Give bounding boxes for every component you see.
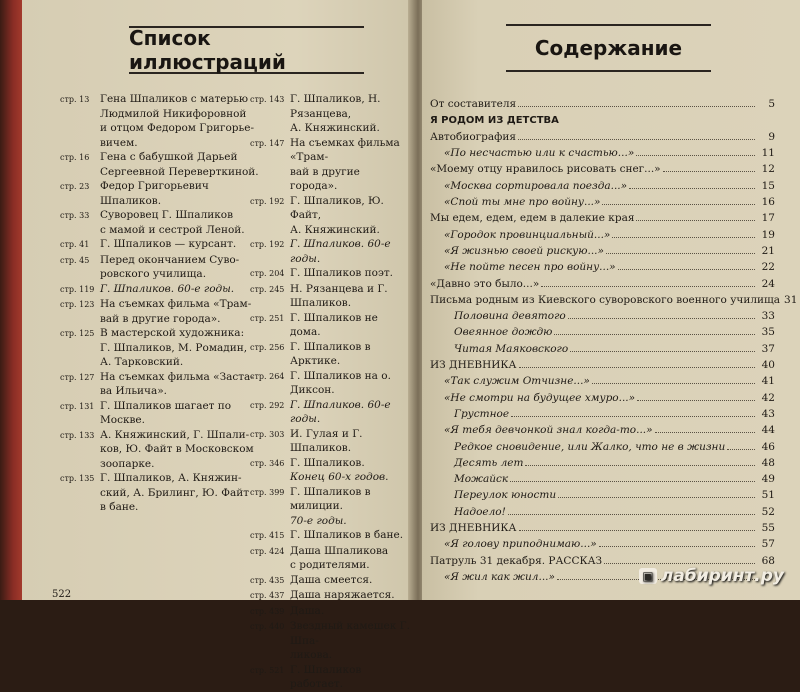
toc-title: Письма родным из Киевского суворовского военного училища — [430, 293, 781, 306]
illustration-entry — [60, 150, 270, 179]
caption-line: Сергеевной Переверткиной. — [100, 165, 259, 178]
illustration-entry — [250, 427, 410, 456]
toc-page-number: 55 — [761, 522, 775, 535]
toc-leader-dots — [727, 449, 755, 450]
toc-title: «Давно это было...» — [430, 277, 540, 290]
illustration-caption — [100, 428, 270, 472]
toc-leader-dots — [604, 563, 755, 564]
toc-page-number: 44 — [761, 424, 775, 437]
illustration-entry — [250, 369, 410, 398]
toc-entry[interactable] — [430, 535, 775, 551]
illustration-entry — [250, 266, 410, 282]
illustration-entry — [250, 485, 410, 529]
toc-entry[interactable] — [430, 242, 775, 258]
caption-line: Гена с бабушкой Дарьей — [100, 151, 238, 163]
watermark-text: лабиринт.ру — [660, 566, 784, 586]
toc-title: «Моему отцу нравилось рисовать снег...» — [430, 163, 661, 176]
illustrations-column-2 — [250, 92, 410, 692]
toc-entry[interactable] — [430, 421, 775, 437]
toc-title: «Так служим Отчизне...» — [444, 375, 590, 388]
toc-title: Надоело! — [454, 505, 506, 518]
illustration-caption — [100, 92, 270, 150]
toc-title: «Городок провинциальный...» — [444, 228, 611, 241]
toc-entry[interactable] — [430, 193, 775, 209]
toc-title: Десять лет — [454, 456, 524, 469]
illustration-page-ref: стр. 127 — [60, 372, 95, 382]
toc-leader-dots — [519, 530, 755, 531]
toc-page-number: 21 — [761, 244, 775, 257]
illustration-page-ref: стр. 303 — [250, 429, 285, 439]
toc-leader-dots — [618, 269, 755, 270]
caption-line: Г. Шпаликов работает. — [290, 663, 362, 690]
caption-line: Н. Рязанцева и Г. Шпаликов. — [290, 282, 388, 309]
toc-page-number: 19 — [761, 228, 775, 241]
illustration-entry — [250, 398, 410, 427]
illustration-caption — [100, 471, 270, 515]
toc-page-number: 46 — [761, 440, 775, 453]
toc-leader-dots — [568, 318, 755, 319]
toc-title: Половина девятого — [454, 310, 566, 323]
toc-page-number: 16 — [761, 196, 775, 209]
toc-page-number: 17 — [761, 212, 775, 225]
caption-line: Г. Шпаликов. — [290, 456, 365, 469]
toc-page-number: 68 — [761, 554, 775, 567]
illustration-entry — [60, 399, 270, 428]
page-number: 522 — [52, 589, 72, 600]
toc-leader-dots — [518, 106, 755, 107]
toc-leader-dots — [602, 204, 755, 205]
illustration-entry — [250, 544, 410, 573]
illustration-entry — [250, 573, 410, 589]
toc-page-number: 9 — [768, 130, 775, 143]
toc-title: Я РОДОМ ИЗ ДЕТСТВА — [430, 114, 559, 126]
illustration-entry — [60, 471, 270, 515]
illustration-entry — [250, 311, 410, 340]
right-page — [422, 0, 800, 600]
illustration-page-ref: стр. 16 — [60, 153, 90, 162]
toc-entry[interactable] — [430, 144, 775, 160]
toc-entry[interactable] — [430, 176, 775, 192]
toc-page-number: 24 — [761, 277, 775, 290]
illustration-caption — [290, 237, 410, 266]
caption-line: Г. Шпаликов. 60-е годы. — [290, 238, 391, 265]
illustration-entry — [60, 253, 270, 282]
illustration-caption — [290, 369, 410, 398]
caption-line: ва Ильича». — [100, 385, 168, 397]
illustration-entry — [250, 619, 410, 663]
toc-title: «Я тебя девчонкой знал когда-то...» — [444, 424, 653, 437]
caption-line: А. Княжинский, Г. Шпали- — [100, 428, 250, 441]
illustration-page-ref: стр. 440 — [250, 622, 285, 631]
illustrations-column-1 — [60, 92, 270, 515]
toc-page-number: 15 — [761, 179, 775, 192]
caption-line: Перед окончанием Суво- — [100, 253, 240, 266]
toc-leader-dots — [663, 171, 755, 172]
illustration-caption — [100, 370, 270, 399]
caption-line: Г. Шпаликов в Арктике. — [290, 340, 371, 367]
toc-title: «Я жил как жил...» — [444, 570, 555, 583]
caption-line: ский, А. Брилинг, Ю. Файт — [100, 486, 250, 499]
illustration-page-ref: стр. 123 — [60, 300, 95, 309]
toc-leader-dots — [655, 432, 755, 433]
toc-entry[interactable] — [430, 470, 775, 486]
illustration-page-ref: стр. 45 — [60, 255, 90, 265]
illustration-caption — [290, 427, 410, 456]
contents-heading: Содержание — [506, 24, 711, 72]
illustration-page-ref: стр. 133 — [60, 430, 95, 440]
toc-title: Редкое сновидение, или Жалко, что не в жизни — [454, 440, 726, 453]
caption-line: Звездный камешек Г. Шпа- — [290, 620, 410, 647]
toc-page-number: 33 — [761, 310, 775, 323]
caption-line: Г. Шпаликов, Ю. Файт, — [290, 194, 384, 221]
watermark — [639, 566, 784, 586]
caption-line: На съемках фильма «Заста- — [100, 370, 254, 383]
illustration-page-ref: стр. 437 — [250, 591, 285, 600]
toc-title: ИЗ ДНЕВНИКА — [430, 522, 517, 535]
caption-line: Гена Шпаликов с матерью — [100, 93, 249, 105]
caption-line: Г. Шпаликов, Н. Рязанцева, — [290, 93, 381, 120]
caption-line: вай в другие города». — [100, 312, 221, 325]
toc-leader-dots — [541, 286, 755, 287]
illustration-page-ref: стр. 251 — [250, 313, 285, 323]
illustration-page-ref: стр. 143 — [250, 95, 285, 104]
caption-line: На съемках фильма «Трам- — [100, 298, 252, 310]
toc-page-number: 48 — [761, 456, 775, 469]
illustration-entry — [60, 208, 270, 237]
toc-title: Переулок юности — [454, 489, 557, 502]
illustration-page-ref: стр. 415 — [250, 531, 285, 540]
illustration-entry — [250, 588, 410, 604]
toc-entry[interactable] — [430, 502, 775, 518]
illustration-entry — [60, 92, 270, 150]
illustration-page-ref: стр. 13 — [60, 95, 90, 104]
caption-line: Даша. — [290, 604, 325, 617]
toc-page-number: 49 — [761, 473, 775, 486]
caption-line: Г. Шпаликов — курсант. — [100, 238, 237, 250]
toc-leader-dots — [606, 253, 755, 254]
caption-line: Конец 60-х годов. — [290, 471, 389, 483]
caption-line: Даша Шпаликова — [290, 544, 389, 557]
toc-title: Читая Маяковского — [454, 342, 569, 355]
illustration-caption — [290, 282, 410, 311]
toc-entry[interactable] — [430, 356, 775, 372]
toc-leader-dots — [570, 351, 755, 352]
illustration-entry — [60, 370, 270, 399]
toc-entry[interactable] — [430, 437, 775, 453]
toc-title: «Не пойте песен про войну...» — [444, 261, 616, 274]
illustration-entry — [250, 456, 410, 485]
illustration-caption — [100, 399, 270, 428]
toc-leader-dots — [525, 465, 755, 466]
caption-line: И. Гулая и Г. Шпаликов. — [290, 427, 363, 454]
caption-line: с родителями. — [290, 559, 370, 571]
illustrations-heading: Список иллюстраций — [129, 26, 364, 74]
toc-leader-dots — [599, 546, 755, 547]
illustration-page-ref: стр. 23 — [60, 182, 90, 191]
toc-entry[interactable] — [430, 258, 775, 274]
illustration-entry — [250, 194, 410, 238]
illustration-caption — [100, 297, 270, 326]
toc-title: Можайск — [454, 473, 509, 486]
toc-page-number: 35 — [761, 326, 775, 339]
toc-page-number: 52 — [761, 505, 775, 518]
toc-title: ИЗ ДНЕВНИКА — [430, 359, 517, 372]
toc-leader-dots — [519, 367, 755, 368]
illustration-page-ref: стр. 245 — [250, 284, 285, 294]
illustration-caption — [100, 237, 270, 253]
caption-line: Г. Шпаликов шагает по — [100, 399, 232, 412]
toc-entry[interactable] — [430, 388, 775, 404]
toc-leader-dots — [636, 220, 755, 221]
illustration-entry — [250, 340, 410, 369]
left-page — [22, 0, 414, 690]
illustration-caption — [290, 604, 410, 620]
illustration-page-ref: стр. 424 — [250, 546, 285, 556]
illustration-caption — [290, 663, 410, 692]
toc-title: «Спой ты мне про войну...» — [444, 196, 601, 209]
illustration-caption — [100, 326, 270, 370]
illustration-entry — [250, 282, 410, 311]
illustration-caption — [290, 485, 410, 529]
caption-line: Г. Шпаликов на о. Диксон. — [290, 369, 391, 396]
toc-page-number: 40 — [761, 359, 775, 372]
caption-line: Федор Григорьевич Шпаликов. — [100, 180, 209, 207]
illustration-caption — [290, 136, 410, 194]
illustration-page-ref: стр. 147 — [250, 138, 285, 148]
caption-line: А. Княжинский. — [290, 223, 380, 236]
illustration-page-ref: стр. 346 — [250, 458, 285, 468]
caption-line: 70-е годы. — [290, 514, 347, 527]
toc-page-number: 41 — [761, 375, 775, 388]
illustration-caption — [290, 456, 410, 485]
illustration-entry — [250, 528, 410, 544]
illustration-page-ref: стр. 264 — [250, 371, 285, 381]
caption-line: вай в другие города». — [290, 165, 360, 192]
toc-leader-dots — [510, 481, 755, 482]
illustration-entry — [60, 282, 270, 298]
toc-title: «Я жизнью своей рискую...» — [444, 244, 604, 257]
toc-title: Мы едем, едем, едем в далекие края — [430, 212, 635, 225]
illustration-entry — [60, 428, 270, 472]
toc-title: Патруль 31 декабря. РАССКАЗ — [430, 554, 603, 567]
toc-entry[interactable] — [430, 372, 775, 388]
toc-leader-dots — [637, 400, 755, 401]
toc-leader-dots — [558, 497, 755, 498]
caption-line: Людмилой Никифоровной — [100, 107, 247, 120]
caption-line: А. Тарковский. — [100, 356, 184, 368]
toc-page-number: 11 — [761, 147, 775, 160]
caption-line: Даша наряжается. — [290, 589, 395, 601]
toc-title: «Москва сортировала поезда...» — [444, 179, 628, 192]
caption-line: Г. Шпаликов. 60-е годы. — [100, 282, 235, 295]
toc-title: «Не смотри на будущее хмуро...» — [444, 391, 636, 404]
caption-line: и отцом Федором Григорье- — [100, 122, 255, 134]
toc-leader-dots — [508, 514, 755, 515]
caption-line: Г. Шпаликов, А. Княжин- — [100, 472, 242, 484]
illustration-entry — [250, 136, 410, 194]
illustration-page-ref: стр. 125 — [60, 329, 95, 338]
illustration-caption — [100, 282, 270, 298]
toc-title: Овеянное дождю — [454, 326, 553, 339]
toc-entry[interactable] — [430, 405, 775, 421]
illustration-page-ref: стр. 399 — [250, 487, 285, 497]
toc-title: «По несчастью или к счастью...» — [444, 147, 635, 160]
toc-page-number: 57 — [761, 538, 775, 551]
toc-entry[interactable] — [430, 323, 775, 339]
illustration-caption — [100, 179, 270, 208]
toc-page-number: 37 — [761, 342, 775, 355]
toc-entry[interactable] — [430, 486, 775, 502]
toc-entry[interactable] — [430, 454, 775, 470]
caption-line: Г. Шпаликов, М. Ромадин, — [100, 341, 248, 354]
toc-page-number: 42 — [761, 391, 775, 404]
illustration-entry — [250, 663, 410, 692]
illustration-caption — [290, 528, 410, 544]
illustration-entry — [250, 92, 410, 136]
toc-page-number: 31 — [784, 293, 798, 306]
illustration-caption — [100, 150, 270, 179]
caption-line: Суворовец Г. Шпаликов — [100, 209, 234, 221]
illustration-entry — [250, 237, 410, 266]
toc-entry[interactable] — [430, 95, 775, 111]
illustration-page-ref: стр. 33 — [60, 211, 90, 220]
caption-line: А. Княжинский. — [290, 122, 380, 134]
toc-leader-dots — [636, 155, 755, 156]
toc-title: От составителя — [430, 98, 517, 111]
illustration-caption — [100, 208, 270, 237]
caption-line: Москве. — [100, 414, 145, 426]
toc-leader-dots — [612, 237, 755, 238]
illustration-caption — [100, 253, 270, 282]
caption-line: в бане. — [100, 501, 139, 513]
caption-line: На съемках фильма «Трам- — [290, 136, 400, 163]
illustration-entry — [60, 179, 270, 208]
caption-line: Даша смеется. — [290, 573, 373, 586]
caption-line: Г. Шпаликов поэт. — [290, 267, 394, 279]
illustration-page-ref: стр. 192 — [250, 196, 285, 206]
toc-entry[interactable] — [430, 339, 775, 355]
caption-line: Г. Шпаликов. 60-е годы. — [290, 398, 391, 425]
toc-page-number: 5 — [768, 98, 775, 111]
toc-entry[interactable] — [430, 111, 775, 127]
illustration-page-ref: стр. 204 — [250, 269, 285, 278]
illustration-entry — [60, 237, 270, 253]
illustration-entry — [250, 604, 410, 620]
toc-page-number: 43 — [761, 407, 775, 420]
illustration-page-ref: стр. 131 — [60, 401, 95, 411]
illustration-page-ref: стр. 119 — [60, 284, 95, 294]
illustration-caption — [290, 544, 410, 573]
caption-line: ровского училища. — [100, 268, 207, 280]
illustration-entry — [60, 297, 270, 326]
toc-entry[interactable] — [430, 209, 775, 225]
toc-entry[interactable] — [430, 128, 775, 144]
illustration-page-ref: стр. 256 — [250, 342, 285, 352]
toc-leader-dots — [629, 188, 755, 189]
illustration-caption — [290, 194, 410, 238]
illustration-caption — [290, 398, 410, 427]
book-cover-edge — [0, 0, 22, 600]
toc-leader-dots — [518, 139, 755, 140]
toc-entry[interactable] — [430, 519, 775, 535]
caption-line: ков, Ю. Файт в Московском — [100, 443, 254, 455]
toc-title: Автобиография — [430, 130, 516, 143]
toc-entry[interactable] — [430, 307, 775, 323]
illustration-caption — [290, 573, 410, 589]
toc-entry[interactable] — [430, 160, 775, 176]
toc-page-number: 51 — [761, 489, 775, 502]
illustration-page-ref: стр. 41 — [60, 240, 90, 249]
caption-line: В мастерской художника: — [100, 327, 245, 339]
toc-entry[interactable] — [430, 291, 798, 307]
caption-line: вичем. — [100, 136, 138, 149]
labyrinth-logo-icon: ▣ — [639, 568, 657, 584]
illustration-caption — [290, 619, 410, 663]
illustration-caption — [290, 340, 410, 369]
toc-leader-dots — [554, 334, 755, 335]
table-of-contents — [430, 95, 798, 584]
toc-entry[interactable] — [430, 225, 775, 241]
illustration-page-ref: стр. 135 — [60, 474, 95, 483]
caption-line: ликова. — [290, 649, 333, 661]
illustration-caption — [290, 588, 410, 604]
caption-line: с мамой и сестрой Леной. — [100, 223, 245, 236]
caption-line: Г. Шпаликов в милиции. — [290, 485, 371, 512]
toc-page-number: 12 — [761, 163, 775, 176]
illustration-entry — [60, 326, 270, 370]
caption-line: Г. Шпаликов в бане. — [290, 529, 404, 541]
toc-title: «Я голову приподнимаю...» — [444, 538, 597, 551]
illustration-caption — [290, 311, 410, 340]
toc-leader-dots — [511, 416, 755, 417]
toc-entry[interactable] — [430, 274, 775, 290]
illustration-page-ref: стр. 192 — [250, 240, 285, 249]
illustration-page-ref: стр. 521 — [250, 665, 285, 675]
caption-line: Г. Шпаликов не дома. — [290, 311, 378, 338]
illustration-page-ref: стр. 292 — [250, 400, 285, 410]
illustration-page-ref: стр. 435 — [250, 575, 285, 585]
caption-line: зоопарке. — [100, 457, 155, 470]
illustration-caption — [290, 266, 410, 282]
toc-page-number: 22 — [761, 261, 775, 274]
toc-leader-dots — [592, 383, 755, 384]
toc-title: Грустное — [454, 407, 510, 420]
illustration-caption — [290, 92, 410, 136]
illustration-page-ref: стр. 439 — [250, 606, 285, 616]
